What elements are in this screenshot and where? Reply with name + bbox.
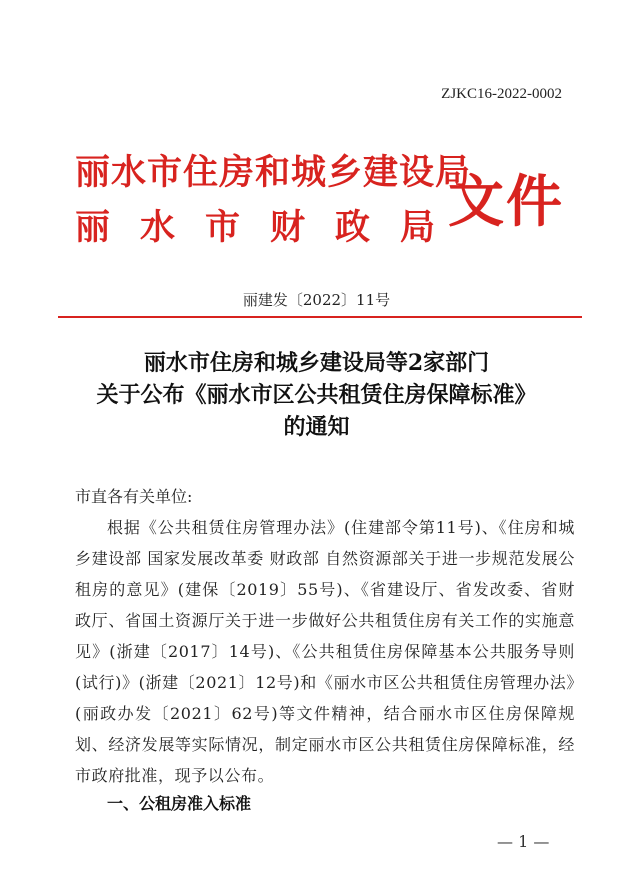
document-label: 文件 bbox=[448, 169, 564, 235]
section-heading: 一、公租房准入标准 bbox=[107, 794, 252, 813]
document-title bbox=[0, 347, 633, 443]
document-code: ZJKC16-2022-0002 bbox=[441, 86, 562, 102]
page-number: — 1 — bbox=[497, 832, 550, 851]
red-divider-line bbox=[58, 316, 582, 318]
document-body bbox=[75, 481, 575, 791]
issuer-line-2: 丽水市财政局 bbox=[75, 207, 466, 248]
issuer-line-1: 丽水市住房和城乡建设局 bbox=[75, 152, 472, 193]
title-line-2: 关于公布《丽水市区公共租赁住房保障标准》 bbox=[96, 382, 537, 408]
title-line-1: 丽水市住房和城乡建设局等2家部门 bbox=[143, 350, 490, 376]
body-paragraph: 根据《公共租赁住房管理办法》(住建部令第11号)、《住房和城乡建设部 国家发展改革委 财政部 自然资源部关于进一步规范发展公租房的意见》(建保〔2019〕55号)、《省建设厅、省发改委、省财政厅、省国土资源厅关于进一步做好公共租赁住房有关工作的实施意见》(浙建〔2017〕14号)、《公共租赁住房保障基本公共服务导则(试行)》(浙建〔2021〕12号)和《丽水市区公共租赁住房管理办法》(丽政办发〔2021〕62号)等文件精神，结合丽水市区住房保障规划、经济发展等实际情况，制定丽水市区公共租赁住房保障标准，经市政府批准，现予以公布。 bbox=[75, 518, 575, 785]
title-line-3: 的通知 bbox=[283, 414, 350, 440]
salutation: 市直各有关单位: bbox=[75, 487, 193, 506]
document-number: 丽建发〔2022〕11号 bbox=[242, 291, 391, 309]
